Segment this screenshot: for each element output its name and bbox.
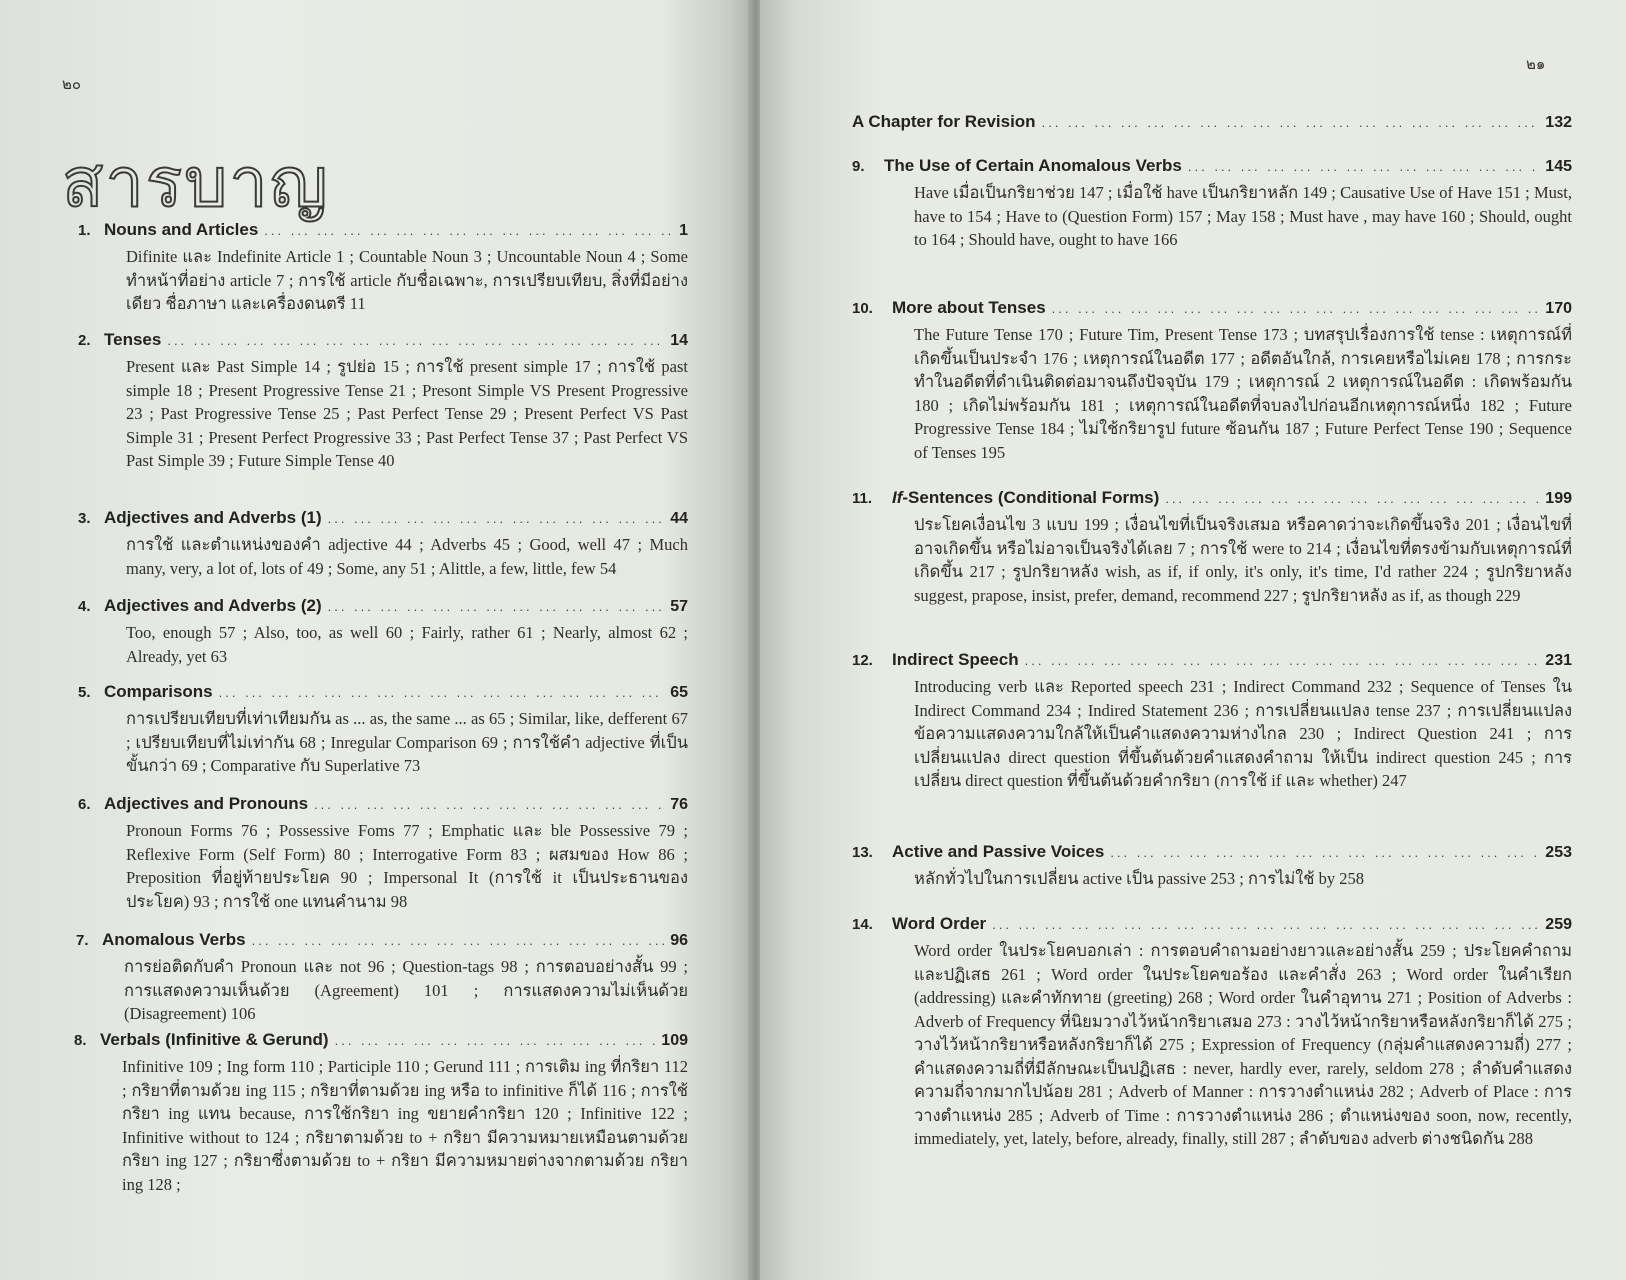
entry-title: Verbals (Infinitive & Gerund): [100, 1030, 329, 1049]
entry-page: 170: [1545, 300, 1572, 317]
entry-title: Active and Passive Voices: [892, 842, 1105, 861]
left-page-number: ๒๐: [62, 75, 82, 93]
entry-title: Adjectives and Adverbs (1): [104, 508, 322, 527]
toc-entry-5: [78, 682, 688, 778]
contents-title: สารบาญ: [62, 144, 330, 223]
leader-dots: [1052, 301, 1540, 316]
entry-body: ประโยคเงื่อนไข 3 แบบ 199 ; เงื่อนไขที่เป็นจริงเสมอ หรือคาดว่าจะเกิดขึ้นจริง 201 ; เงื่อนไขที่อาจเกิดขึ้น หรือไม่อาจเป็นจริงได้เลย 7 ; การใช้ were to 214 ; เงื่อนไขที่ตรงข้ามกับเหตุการณ์ที่เกิดขึ้น 217 ; รูปกริยาหลัง wish, as if, if only, it's only, it's time, I'd rather 224 ; รูปกริยาหลัง suggest, prapose, insist, prefer, demand, recommend 227 ; รูปกริยาหลัง as if, as though 229: [914, 515, 1572, 605]
entry-body: Introducing verb และ Reported speech 231 ; Indirect Command 232 ; Sequence of Tenses ใน Indirect Command 234 ; Indired Statement 236 ; การเปลี่ยนแปลง tense 237 ; การเปลี่ยนแปลงข้อความแสดงความใกล้ให้เป็นคำแสดงความห่างไกล 230 ; Indirect Question 241 ; การเปลี่ยนแปลง direct question ที่ขึ้นต้นด้วยคำแสดงคำถาม ให้เป็น indirect question 245 ; การเปลี่ยน direct question ที่ขึ้นต้นด้วยคำกริยา (การใช้ if และ whether) 247: [914, 677, 1572, 790]
entry-body: การใช้ และตำแหน่งของคำ adjective 44 ; Adverbs 45 ; Good, well 47 ; Much many, very, a lot of, lots of 49 ; Some, any 51 ; Alittle, a few, little, few 54: [126, 535, 688, 578]
leader-dots: [264, 223, 673, 238]
toc-entry-9: [852, 156, 1572, 252]
entry-page: 65: [670, 684, 688, 701]
leader-dots: [1188, 159, 1539, 174]
toc-entry-12: [852, 650, 1572, 793]
entry-body: การเปรียบเทียบที่เท่าเทียมกัน as ... as, the same ... as 65 ; Similar, like, defferent 67 ; เปรียบเทียบที่ไม่เท่ากัน 68 ; Inregular Comparison 69 ; การใช้คำ adjective ที่เป็นขั้นกว่า 69 ; Comparative กับ Superlative 73: [126, 709, 688, 775]
leader-dots: [252, 933, 665, 948]
entry-title-italic: If: [892, 488, 903, 507]
entry-page: 1: [679, 222, 688, 239]
entry-number: 11.: [852, 490, 873, 507]
entry-title: Indirect Speech: [892, 650, 1019, 669]
entry-title: A Chapter for Revision: [852, 112, 1036, 131]
entry-body: การย่อติดกับคำ Pronoun และ not 96 ; Question-tags 98 ; การตอบอย่างสั้น 99 ; การแสดงความเห็นด้วย (Agreement) 101 ; การแสดงความไม่เห็นด้วย (Disagreement) 106: [124, 957, 688, 1023]
leader-dots: [335, 1033, 656, 1048]
entry-page: 259: [1545, 916, 1572, 933]
toc-entry-2: [78, 330, 688, 473]
entry-number: 2.: [78, 332, 91, 349]
entry-page: 199: [1545, 490, 1572, 507]
entry-body: Too, enough 57 ; Also, too, as well 60 ; Fairly, rather 61 ; Nearly, almost 62 ; Already, yet 63: [126, 623, 688, 666]
leader-dots: [328, 599, 665, 614]
toc-entry-6: [78, 794, 688, 913]
entry-title: Comparisons: [104, 682, 213, 701]
entry-number: 6.: [78, 796, 91, 813]
entry-title: Nouns and Articles: [104, 220, 259, 239]
leader-dots: [1042, 115, 1540, 130]
entry-page: 44: [670, 510, 688, 527]
leader-dots: [314, 797, 664, 812]
entry-number: 3.: [78, 510, 91, 527]
entry-title: -Sentences (Conditional Forms): [902, 488, 1160, 507]
entry-number: 8.: [74, 1032, 87, 1049]
entry-page: 253: [1545, 844, 1572, 861]
entry-number: 13.: [852, 844, 873, 861]
left-page: [0, 0, 752, 1280]
entry-body: Word order ในประโยคบอกเล่า : การตอบคำถามอย่างยาวและอย่างสั้น 259 ; ประโยคคำถามและปฏิเสธ 261 ; Word order ในประโยคขอร้อง และคำสั่ง 263 ; Word order ในคำเรียก (addressing) และคำทักทาย (greeting) 268 ; Word order ในคำอุทาน 271 ; Position of Adverbs : Adverb of Frequency ที่นิยมวางไว้หน้ากริยาเสมอ 273 : วางไว้หน้ากริยาหรือหลังกริยาก็ได้ 275 ; วางไว้หน้ากริยาหรือหลังกริยาก็ได้ 275 ; Expression of Frequency (กลุ่มคำแสดงความถี่) 277 ; คำแสดงความถี่ที่มีลักษณะเป็นปฏิเสธ : never, hardly ever, rarely, seldom 278 ; ลำดับคำแสดงความถี่จากมากไปน้อย 281 ; Adverb of Manner : การวางตำแหน่ง 282 ; Adverb of Place : การวางตำแหน่ง 285 ; Adverb of Time : การวางตำแหน่ง 286 ; ตำแหน่งของ soon, now, recently, immediately, yet, lately, before, already, finally, still 287 ; ลำดับของ adverb ต่างชนิดกัน 288: [914, 941, 1572, 1148]
entry-body: Difinite และ Indefinite Article 1 ; Countable Noun 3 ; Uncountable Noun 4 ; Some ทำหน้าที่อย่าง article 7 ; การใช้ article กับชื่อเฉพาะ, การเปรียบเทียบ, สิ่งที่มีอย่างเดียว ชื่อภาษา และเครื่องดนตรี 11: [126, 247, 688, 313]
entry-body: The Future Tense 170 ; Future Tim, Present Tense 173 ; บทสรุปเรื่องการใช้ tense : เหตุการณ์ที่เกิดขึ้นเป็นประจำ 176 ; เหตุการณ์ในอดีต 177 ; อดีตอันใกล้, การเคยหรือไม่เคย 178 ; การกระทำในอดีตที่ดำเนินติดต่อมาจนถึงปัจจุบัน 179 ; เหตุการณ์ 2 เหตุการณ์ในอดีต : เกิดพร้อมกัน 180 ; เกิดไม่พร้อมกัน 181 ; เหตุการณ์ในอดีตที่จบลงไปก่อนอีกเหตุการณ์หนึ่ง 182 ; Future Progressive Tense 184 ; ไม่ใช้กริยารูป future ซ้อนกัน 187 ; Future Perfect Tense 190 ; Sequence of Tenses 195: [914, 325, 1572, 462]
entry-body: Pronoun Forms 76 ; Possessive Foms 77 ; Emphatic และ ble Possessive 79 ; Reflexive Form (Self Form) 80 ; Interrogative Form 83 ; ผสมของ How 86 ; Preposition ที่อยู่ท้ายประโยค 90 ; Impersonal It (การใช้ it เป็นประธานของประโยค) 93 ; การใช้ one แทนคำนาม 98: [126, 821, 688, 911]
entry-body: Have เมื่อเป็นกริยาช่วย 147 ; เมื่อใช้ have เป็นกริยาหลัก 149 ; Causative Use of Have 151 ; Must, have to 154 ; Have to (Question Form) 157 ; May 158 ; Must have , may have 160 ; Should, ought to 164 ; Should have, ought to have 166: [914, 183, 1572, 249]
entry-page: 76: [670, 796, 688, 813]
entry-number: 1.: [78, 222, 91, 239]
entry-page: 132: [1545, 114, 1572, 131]
toc-entry-1: [78, 220, 688, 316]
entry-number: 12.: [852, 652, 873, 669]
leader-dots: [1025, 653, 1540, 668]
leader-dots: [1110, 845, 1539, 860]
leader-dots: [167, 333, 664, 348]
leader-dots: [992, 917, 1539, 932]
toc-entry-8: [74, 1030, 688, 1196]
entry-title: Adjectives and Pronouns: [104, 794, 309, 813]
toc-entry-10: [852, 298, 1572, 464]
entry-title: Word Order: [892, 914, 987, 933]
entry-page: 96: [670, 932, 688, 949]
entry-page: 57: [670, 598, 688, 615]
leader-dots: [1165, 491, 1539, 506]
toc-entry-3: [78, 508, 688, 580]
entry-number: 9.: [852, 158, 865, 175]
toc-entry-13: [852, 842, 1572, 891]
entry-title: Tenses: [104, 330, 162, 349]
toc-entry-14: [852, 914, 1572, 1151]
entry-title: Adjectives and Adverbs (2): [104, 596, 322, 615]
entry-number: 14.: [852, 916, 873, 933]
right-page: [760, 0, 1626, 1280]
right-page-number: ๒๑: [1526, 55, 1546, 73]
entry-page: 145: [1545, 158, 1572, 175]
toc-entry-7: [76, 930, 688, 1026]
entry-title: Anomalous Verbs: [102, 930, 246, 949]
entry-body: หลักทั่วไปในการเปลี่ยน active เป็น passive 253 ; การไม่ใช้ by 258: [914, 869, 1365, 888]
entry-title: The Use of Certain Anomalous Verbs: [884, 156, 1182, 175]
entry-number: 7.: [76, 932, 89, 949]
entry-title: More about Tenses: [892, 298, 1046, 317]
toc-entry-4: [78, 596, 688, 668]
leader-dots: [219, 685, 665, 700]
entry-body: Present และ Past Simple 14 ; รูปย่อ 15 ; การใช้ present simple 17 ; การใช้ past simple 18 ; Present Progressive Tense 21 ; Presont Simple VS Present Progressive 23 ; Past Progressive Tense 25 ; Past Perfect Tense 29 ; Present Perfect VS Past Simple 31 ; Present Perfect Progressive 33 ; Past Perfect Tense 37 ; Past Perfect VS Past Simple 39 ; Future Simple Tense 40: [126, 357, 688, 470]
entry-number: 5.: [78, 684, 91, 701]
entry-number: 4.: [78, 598, 91, 615]
entry-page: 231: [1545, 652, 1572, 669]
entry-page: 14: [670, 332, 688, 349]
entry-page: 109: [661, 1032, 688, 1049]
toc-entry-revision: [852, 112, 1572, 132]
toc-entry-11: [852, 488, 1572, 607]
entry-body: Infinitive 109 ; Ing form 110 ; Participle 110 ; Gerund 111 ; การเติม ing ที่กริยา 112 ; กริยาที่ตามด้วย ing 115 ; กริยาที่ตามด้วย ing หรือ to infinitive ก็ได้ 116 ; การใช้กริยา ing แทน because, การใช้กริยา ing ขยายคำกริยา 120 ; Infinitive 122 ; Infinitive without to 124 ; กริยาตามด้วย to + กริยา มีความหมายเหมือนตามด้วยกริยา ing 127 ; กริยาซึ่งตามด้วย to + กริยา มีความหมายต่างจากตามด้วย กริยา ing 128 ;: [122, 1057, 688, 1194]
entry-number: 10.: [852, 300, 873, 317]
leader-dots: [328, 511, 665, 526]
